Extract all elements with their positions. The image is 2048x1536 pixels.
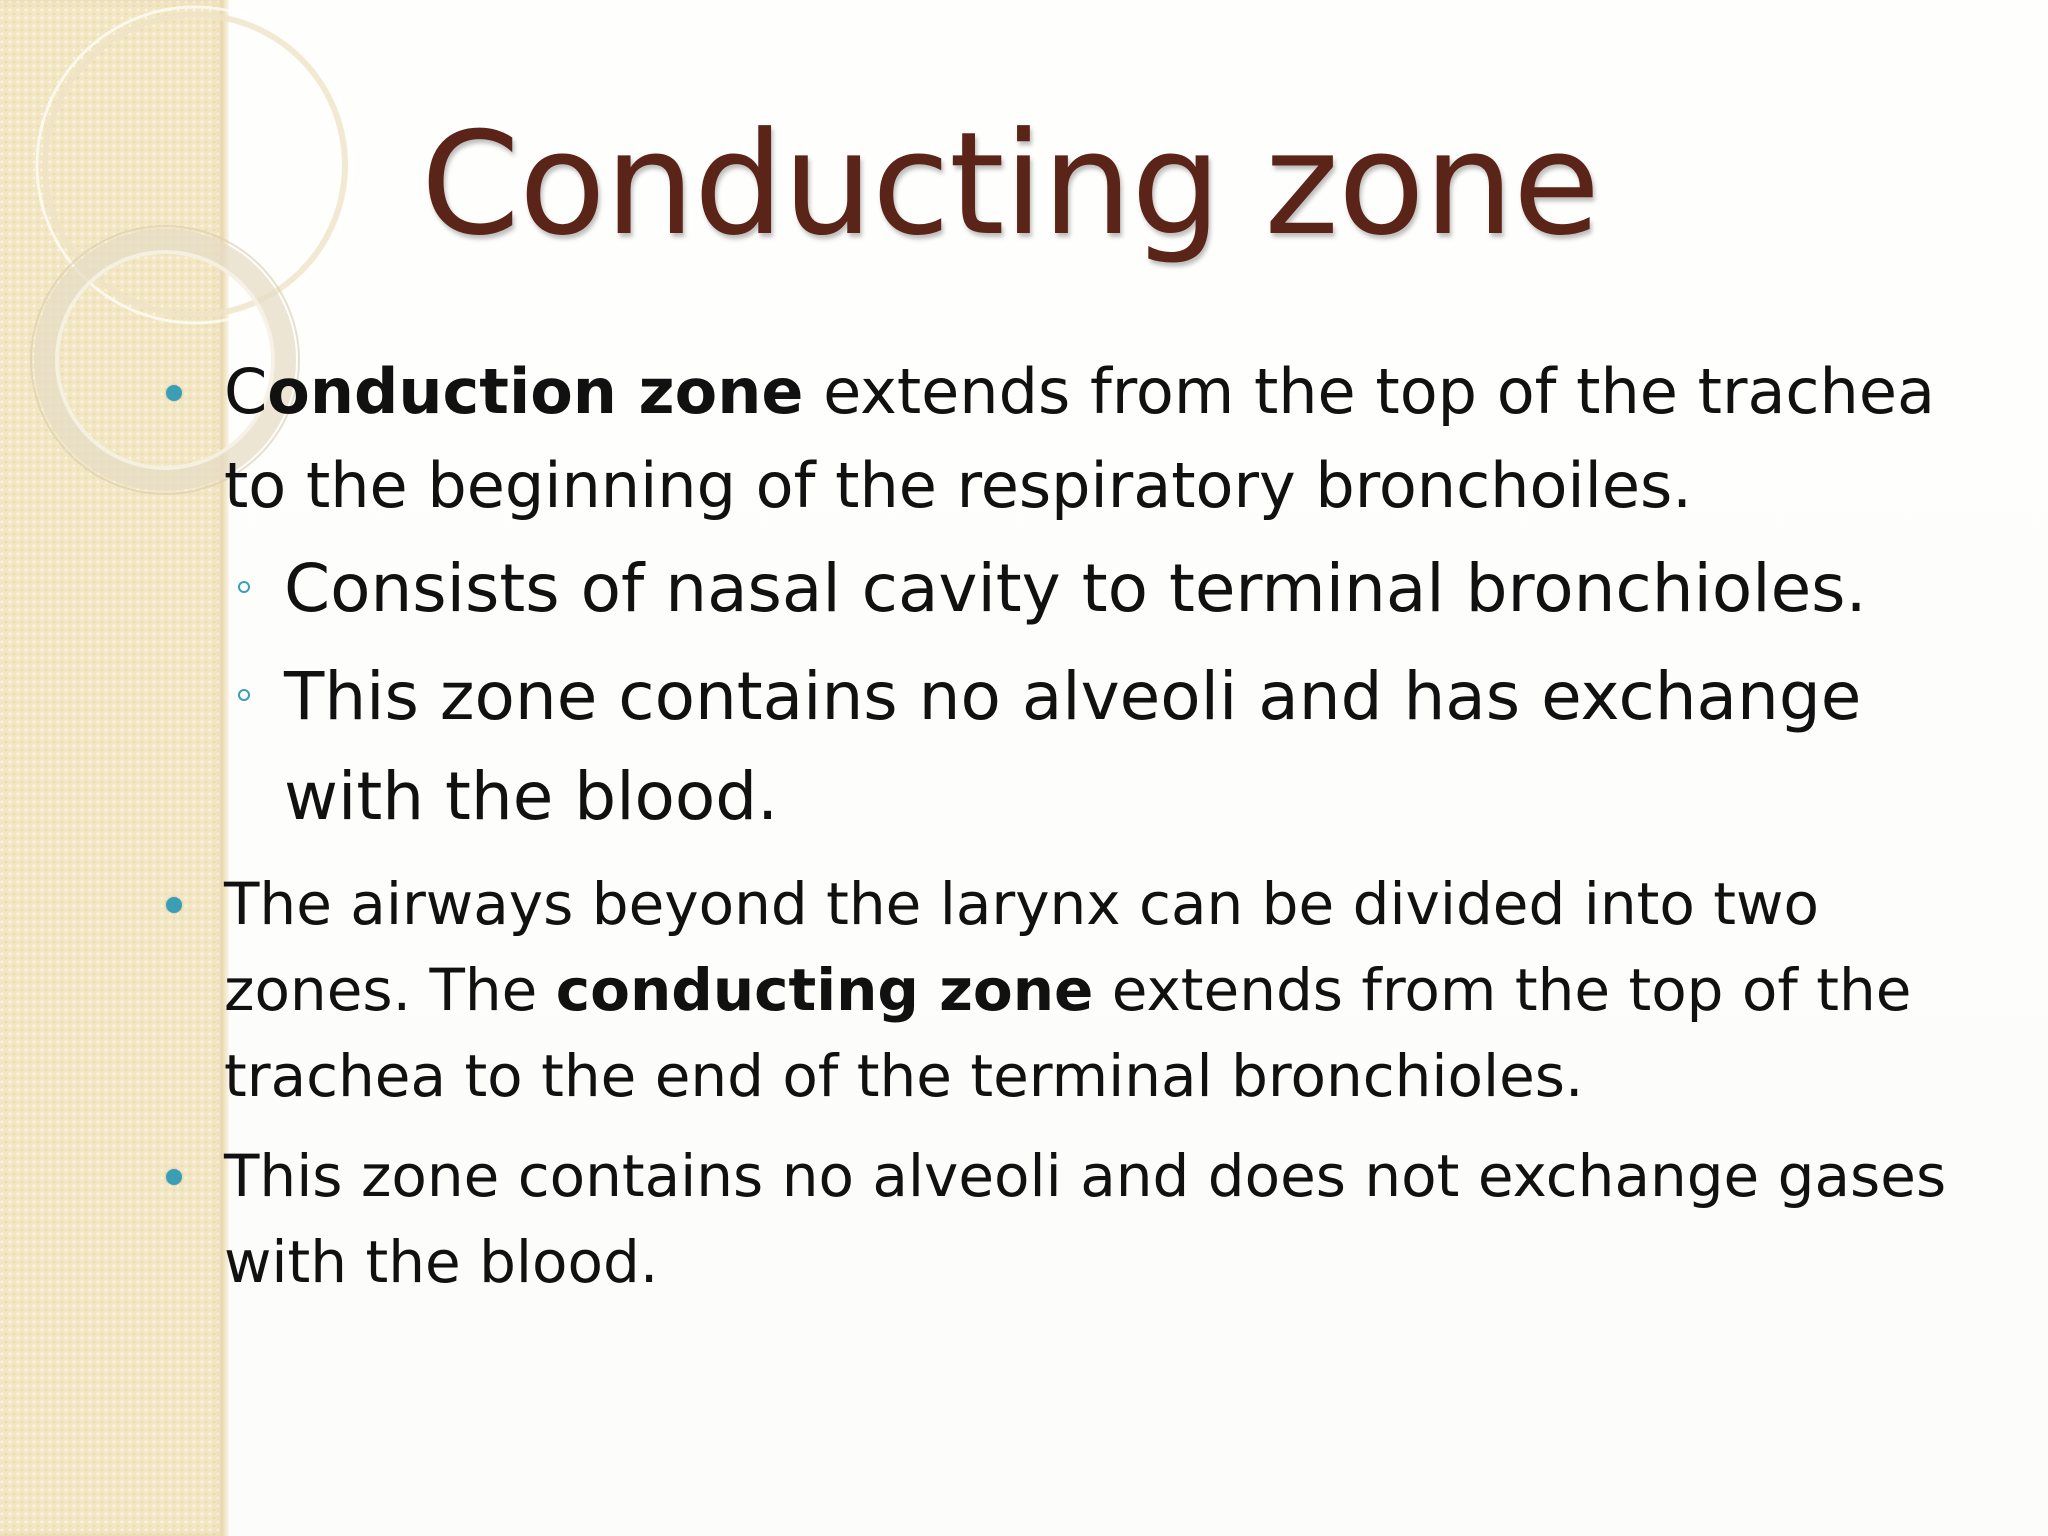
bullet-2-lead: The airways beyond the larynx can be divided into two zones. The bbox=[224, 870, 1819, 1024]
bullet-1-rest: extends from the top of the trachea to the beginning of the respiratory bronchoiles. bbox=[224, 355, 1935, 522]
bullet-dot-icon bbox=[166, 385, 182, 401]
sub-bullet-ring-icon bbox=[238, 689, 250, 701]
sub-bullet-2-text: This zone contains no alveoli and has exchange with the blood. bbox=[284, 658, 1862, 835]
bullet-3-text: This zone contains no alveoli and does not exchange gases with the blood. bbox=[224, 1142, 1947, 1296]
sub-bullet-ring-icon bbox=[238, 581, 250, 593]
slide-content bbox=[160, 345, 1990, 1305]
bullet-item-2 bbox=[160, 861, 1990, 1119]
bullet-2-bold: conducting zone bbox=[555, 956, 1094, 1024]
bullet-dot-icon bbox=[166, 897, 182, 913]
bullet-dot-icon bbox=[166, 1169, 182, 1185]
bullet-1-lead: C bbox=[224, 355, 268, 428]
bullet-2-rest: extends from the top of the trachea to the end of the terminal bronchioles. bbox=[224, 956, 1912, 1110]
bullet-1-bold: onduction zone bbox=[267, 355, 804, 428]
sub-bullet-item-2 bbox=[160, 647, 1990, 847]
sub-bullet-1-text: Consists of nasal cavity to terminal bronchioles. bbox=[284, 550, 1867, 627]
slide-title: Conducting zone bbox=[420, 102, 1600, 267]
bullet-item-1 bbox=[160, 345, 1990, 533]
bullet-item-3 bbox=[160, 1133, 1990, 1305]
sub-bullet-item-1 bbox=[160, 539, 1990, 639]
